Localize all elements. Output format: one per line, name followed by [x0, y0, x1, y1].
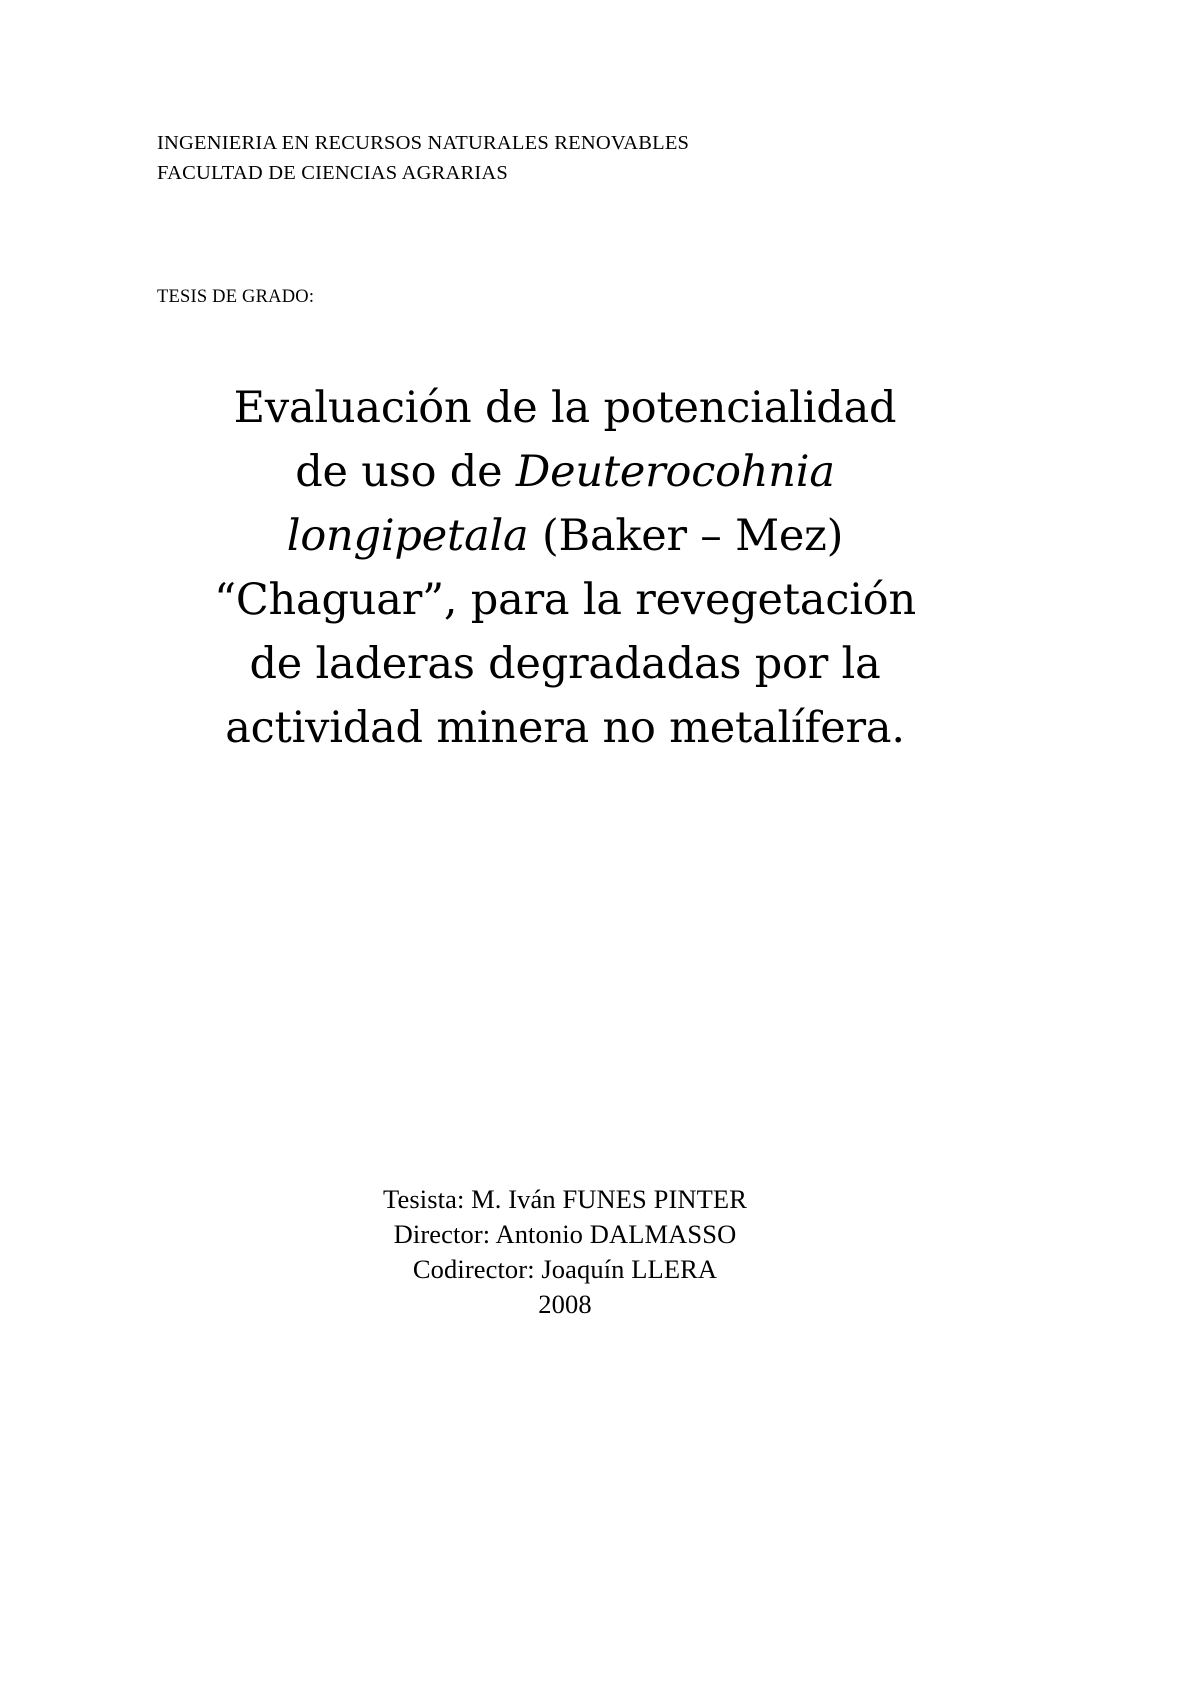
title-line-3 — [150, 504, 980, 568]
title-line-1: Evaluación de la potencialidad — [233, 383, 897, 433]
header-line-program: INGENIERIA EN RECURSOS NATURALES RENOVABLES — [157, 132, 690, 154]
title-line-4: “Chaguar”, para la revegetación — [214, 575, 916, 625]
title-line-3-plain: (Baker – Mez) — [528, 511, 844, 561]
header-line-faculty: FACULTAD DE CIENCIAS AGRARIAS — [157, 162, 508, 184]
title-line-5: de laderas degradadas por la — [249, 639, 881, 689]
thesis-type-label: TESIS DE GRADO: — [157, 287, 315, 307]
title-line-2-plain: de uso de — [295, 447, 516, 497]
page-title — [150, 376, 980, 760]
authorship-block — [150, 1182, 980, 1322]
title-line-6: actividad minera no metalífera. — [225, 703, 905, 753]
publication-year: 2008 — [538, 1289, 592, 1319]
title-line-2 — [150, 440, 980, 504]
title-line-3-italic: longipetala — [286, 511, 529, 561]
title-line-2-italic: Deuterocohnia — [515, 447, 835, 497]
author-tesista: Tesista: M. Iván FUNES PINTER — [383, 1184, 747, 1214]
author-codirector: Codirector: Joaquín LLERA — [412, 1254, 718, 1284]
author-director: Director: Antonio DALMASSO — [393, 1219, 737, 1249]
document-header — [157, 128, 1057, 188]
